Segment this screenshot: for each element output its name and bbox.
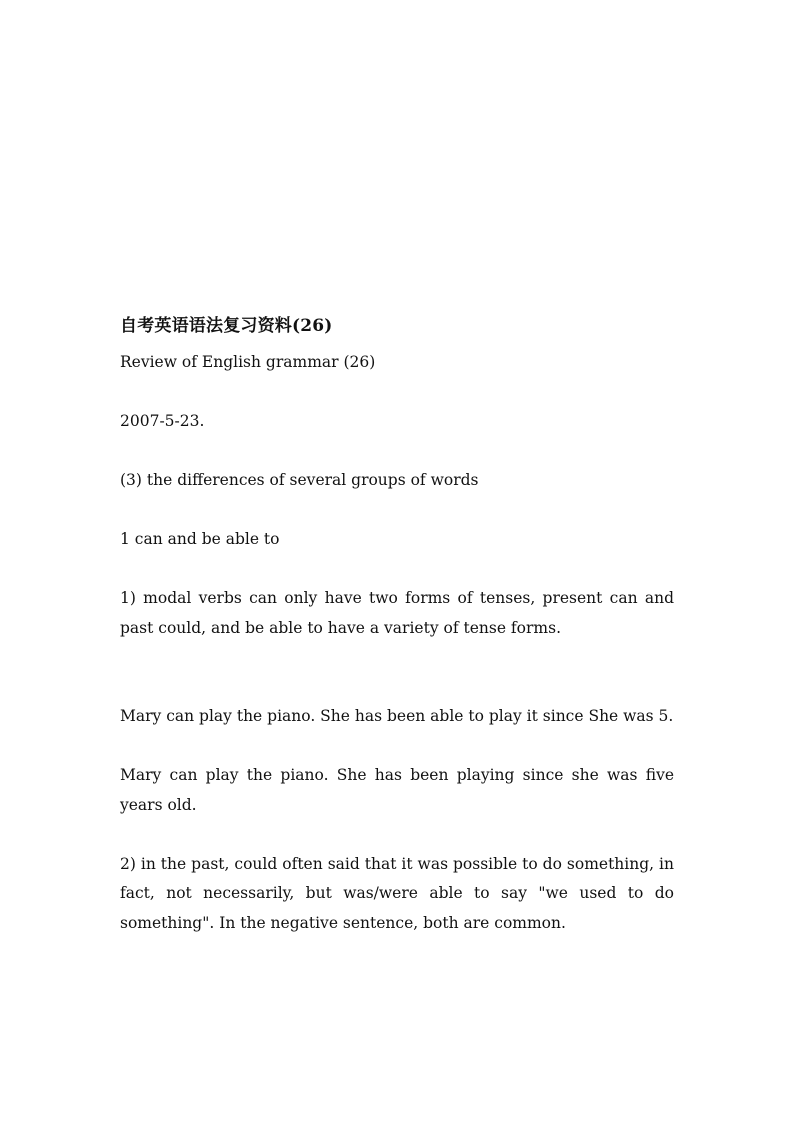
document-title: 自考英语语法复习资料(26) (120, 316, 333, 336)
paragraph-past-could: 2) in the past, could often said that it was possible to do something, in fact, not necessarily, but was/were able to say "we used to do something". In the negative sentence, both are common. (120, 854, 679, 932)
example-sentence-2: Mary can play the piano. She has been playing since she was five years old. (120, 766, 679, 814)
example-sentence-1: Mary can play the piano. She has been able to play it since She was 5. (120, 707, 674, 725)
item-heading: 1 can and be able to (120, 530, 280, 548)
document-subtitle: Review of English grammar (26) (120, 353, 376, 371)
document-body (120, 312, 679, 938)
paragraph-modal-verbs: 1) modal verbs can only have two forms of tenses, present can and past could, and be able to have a variety of tense forms. (120, 589, 679, 637)
section-heading: (3) the differences of several groups of words (120, 471, 479, 489)
document-date: 2007-5-23. (120, 412, 205, 430)
